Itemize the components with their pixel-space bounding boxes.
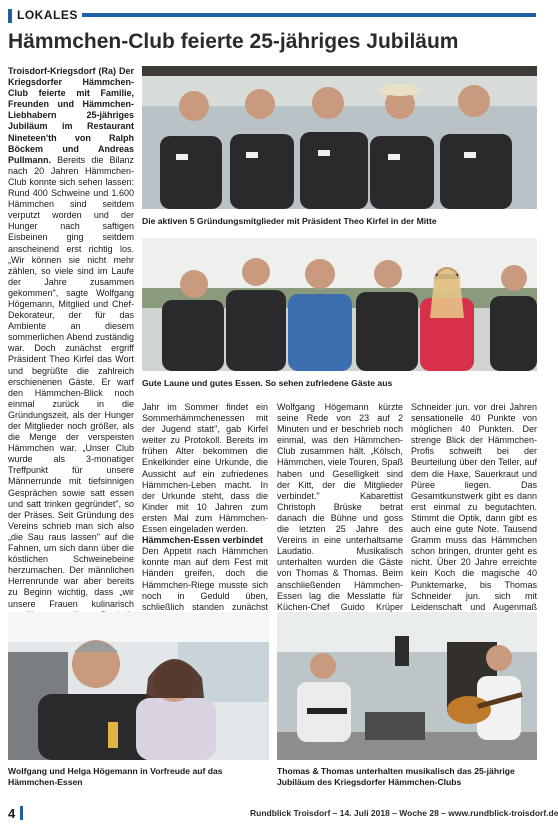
article-subheading: Hämmchen-Essen verbindet	[142, 535, 264, 546]
article-headline: Hämmchen-Club feierte 25-jähriges Jubiläum	[8, 30, 459, 53]
footer-publication-line: Rundblick Troisdorf – 14. Juli 2018 – Woche 28 – www.rundblick-troisdorf.de	[250, 808, 558, 818]
photo-caption-4: Thomas & Thomas unterhalten musikalisch das 25-jährige Jubiläum des Kriegsdorfer Hämmchen-Clubs	[277, 766, 515, 787]
article-body-2b: Den Appetit nach Hämmchen konnte man auf dem Fest mit Händen greifen, doch die Hämmchen-Riege musste sich noch in Geduld üben, schließlich standen zunächst	[142, 546, 268, 612]
page-number: 4	[8, 806, 16, 821]
photo-caption-1: Die aktiven 5 Gründungsmitglieder mit Präsident Theo Kirfel in der Mitte	[142, 216, 437, 226]
section-rule	[82, 13, 536, 17]
photo-caption-3: Wolfgang und Helga Högemann in Vorfreude auf das Hämmchen-Essen	[8, 766, 223, 787]
photo-happy-guests	[142, 238, 537, 371]
section-marker	[8, 9, 12, 23]
photo-band-thomas-thomas	[277, 612, 537, 760]
article-body-2: Jahr im Sommer findet ein Sommerhämmchenessen mit der Jugend statt", gab Kirfel weiter zu Protokoll. Bereits im frühen Alter bekommen die Enkelkinder eine Urkunde, die Aussicht auf ein zufriedenes Hämmchen-Leben macht. In der Urkunde steht, dass die Kinder mit 10 Jahren zum ersten Mal zum Hämmchen-Essen eingeladen werden.	[142, 402, 268, 535]
photo-caption-2: Gute Laune und gutes Essen. So sehen zufriedene Gäste aus	[142, 378, 393, 388]
article-lead: Troisdorf-Kriegsdorf (Ra) Der Kriegsdorfer Hämmchen-Club feierte mit Familie, Freunden und Hämmchen-Liebhabern 25-jähriges Jubiläum im Restaurant Nineteen'th von Ralph Böckem und Andreas Pullmann.	[8, 66, 134, 165]
article-column-3	[277, 402, 403, 612]
photo-founding-members	[142, 66, 537, 209]
article-column-2	[142, 402, 268, 612]
photo-hoegemann-couple	[8, 612, 269, 760]
section-label: LOKALES	[17, 8, 78, 22]
article-body-3: Wolfgang Högemann kürzte seine Rede von 23 auf 2 Minuten und er beschrieb noch einmal, was den Hämmchen-Club zusammen hält. „Kölsch, Hämmchen, viele Touren, Spaß haben und Geselligkeit sind der Kitt, der die Mitglieder verbindet." Kabarettist Christoph Brüske betrat danach die Bühne und goss die letzten 25 Jahre des Vereins in eine unterhaltsame Laudatio. Musikalisch unterhalten wurden die Gäste von Thomas & Thomas. Beim anschließenden Hämmchen-Essen lag die Messlatte für Küchen-Chef Guido Krüper	[277, 402, 403, 612]
article-body-1: Bereits die Bilanz nach 20 Jahren Hämmchen-Club konnte sich sehen lassen: Rund 400 Schweine und 1.600 Hämmchen sind seitdem verputzt worden und der Hunger nach saftigen Eisbeinen ging seitdem anscheinend erst richtig los. „Wir können sie nicht mehr zählen, so viele sind im Laufe der Jahre zusammen gekommen", sagte Wolfgang Högemann, Mitglied und Chef-Dekorateur, der für das Ambiente an diesem sommerlichen Abend zuständig war. Doch zunächst ergriff Präsident Theo Kirfel das Wort und begrüßte die zahlreich erschienenen Gäste. Er warf den Hämmchen-Blick noch einmal zurück in die Gründungszeit, als der Hunger der Mitglieder noch größer, als die Menge der verspeisten Hämmchen war. „Unser Club wurde als 3-monatiger Treffpunkt für unsere Männerrunde mit tiefsinnigen Gesprächen sowie satt essen und satt trinken gegründet", so der Präses. Seit Gründung des Vereins schrieb man sich also „die Sau raus lassen" auf die Fahnen, um sich dann über die köstlichen Schweinebeine herzumachen. Der männlichen Herrenrunde war aber bereits zu Beginn wichtig, dass „wir unsere Frauen kulinarisch	[8, 154, 134, 609]
article-body-4: Schneider jun. vor drei Jahren sensationelle 40 Punkte von möglichen 40 Punkten. Der strenge Blick der Hämmchen-Profis schweift bei der Beurteilung über den Teller, auf dem die Haxe, Sauerkraut und Püree liegen. Das Gesamtkunstwerk gibt es dann erst einmal zu begutachten. Stimmt die Optik, dann gibt es auch eine gute Note. Tausend Gramm muss das Hämmchen schon bringen, drunter geht es nicht. Über 20 Jahre erreichte kein Koch die magische 40 Punktemarke, bis Thomas Schneider jun. sich mit Leidenschaft und Augenmaß	[411, 402, 537, 612]
article-column-1	[8, 66, 134, 609]
article-column-4	[411, 402, 537, 612]
footer-marker	[20, 806, 23, 820]
